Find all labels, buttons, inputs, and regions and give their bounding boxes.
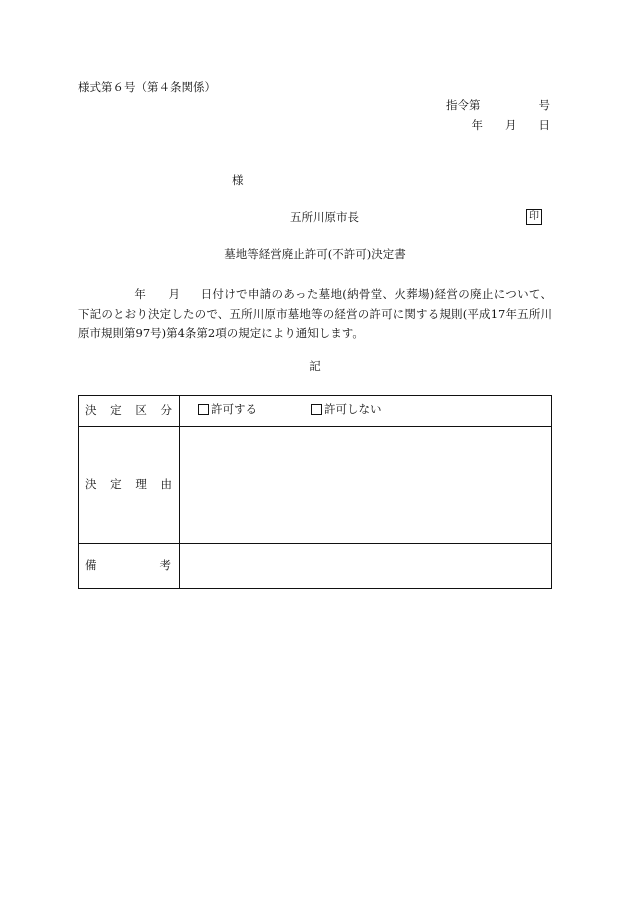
recipient-honorific: 様 [232,173,244,187]
reference-suffix: 号 [538,98,550,112]
row-label-decision-reason [79,427,180,544]
form-number-label: 様式第６号（第４条関係） [78,80,216,94]
label-char: 定 [110,477,122,492]
remarks-value[interactable] [180,544,552,589]
notation-ki: 記 [309,359,321,373]
body-year-label: 年 [134,287,147,301]
date-year-label: 年 [471,118,483,132]
option-permit[interactable] [198,404,257,416]
option-deny-label: 許可しない [324,402,382,417]
date-month-label: 月 [505,118,517,132]
label-char: 分 [160,403,172,418]
decision-table [78,395,552,589]
label-char: 決 [85,477,97,492]
label-char: 理 [135,477,147,492]
table-row [79,544,552,589]
decision-reason-value[interactable] [180,427,552,544]
decision-type-value [180,396,552,427]
issuer-name: 五所川原市長 [290,210,359,224]
reference-prefix: 指令第 [446,98,481,112]
checkbox-icon[interactable] [198,404,209,415]
reference-number [446,100,550,112]
body-month-label: 月 [168,287,181,301]
label-char: 由 [160,477,172,492]
label-char: 考 [159,558,171,573]
seal-mark: 印 [526,209,542,225]
label-char: 区 [135,403,147,418]
option-permit-label: 許可する [211,402,257,417]
label-char: 備 [85,558,97,573]
document-title: 墓地等経営廃止許可(不許可)決定書 [224,247,406,261]
row-label-decision-type [79,396,180,427]
option-deny[interactable] [311,404,382,416]
issue-date [472,120,551,132]
row-label-remarks [79,544,180,589]
date-day-label: 日 [538,118,550,132]
body-paragraph [78,285,552,344]
body-text: 日付けで申請のあった墓地(納骨堂、火葬場)経営の廃止について、下記のとおり決定したので、五所川原市墓地等の経営の許可に関する規則(平成17年五所川原市規則第97号)第4条第2項の規定により通知します。 [78,287,553,340]
label-char: 定 [110,403,122,418]
checkbox-icon[interactable] [311,404,322,415]
table-row [79,427,552,544]
table-row [79,396,552,427]
label-char: 決 [85,403,97,418]
